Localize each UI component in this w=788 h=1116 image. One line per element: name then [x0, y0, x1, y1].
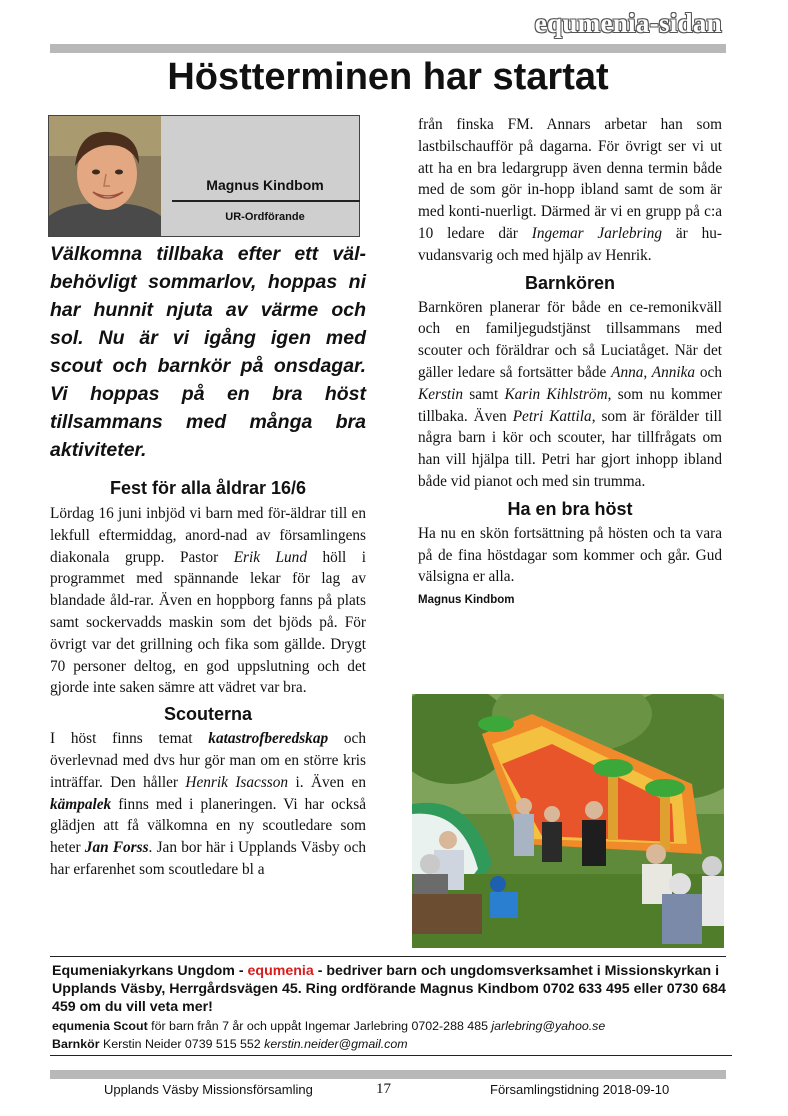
profile-name: Magnus Kindbom	[206, 177, 324, 193]
kor-name-4: Petri Kattila	[512, 407, 592, 425]
footer-org: Equmeniakyrkans Ungdom -	[52, 963, 248, 979]
scout-leader-3: Ingemar Jarlebring	[531, 224, 663, 242]
right-column	[418, 114, 722, 606]
page-title: Höstterminen har startat	[167, 56, 609, 98]
footer-brand: equmenia	[247, 963, 314, 979]
host-paragraph: Ha nu en skön fortsättning på hösten och ta vara på de fina höstdagar som kommer och går. Gud välsigna er alla.	[418, 524, 722, 586]
footer-kor	[52, 1035, 732, 1053]
scout-cont-2: är hu-vudansvarig och med hjälp av Henrik.	[418, 224, 722, 264]
scout-cont-1: från finska FM. Annars arbetar han som lastbilschaufför på dagarna. För övrigt ser vi ut att ha en bra ledargrupp även denna termin både med de som gör in-hopp ibland samt de som är med konti-nuerligt. Därmed är vi en grupp på c:a 10 ledare där	[418, 116, 722, 242]
kor-name-1: Anna, Annika	[611, 363, 696, 381]
footer-scout-email[interactable]: jarlebring@yahoo.se	[491, 1019, 606, 1033]
scouterna-heading: Scouterna	[163, 704, 253, 725]
fest-text-2: höll i programmet med spännande lekar för lag av blandade åld-rar. Även en hoppborg fanns på plats samt sockervadds maskin som det bjöds på. För övrigt var det grillning och fika som gällde. Drygt 70 personer deltog, en god uppslutning och det gjorde inte saken sämre att vädret var bra.	[50, 548, 366, 697]
fest-paragraph	[50, 503, 366, 699]
footer-scout	[52, 1017, 732, 1035]
footer-top-rule	[50, 956, 726, 957]
footer-kor-text: Kerstin Neider 0739 515 552	[99, 1037, 265, 1051]
footer-bottom-rule	[50, 1055, 732, 1056]
scout-text-2: och överlevnad med dvs hur gör man om en större kris inträffar. Den håller	[50, 730, 366, 791]
footer-issue: Församlingstidning 2018-09-10	[490, 1082, 670, 1097]
kor-text-3: samt	[463, 385, 505, 403]
scout-leader-2: Jan Forss	[84, 839, 149, 857]
scout-text-4: finns med i planeringen. Vi har också glädjen att få välkomna en ny scoutledare som heter	[50, 795, 366, 857]
page-number: 17	[376, 1081, 391, 1097]
fest-name-1: Erik Lund	[233, 548, 307, 566]
kor-text-2: och	[695, 363, 722, 381]
footer-desc: - bedriver barn och ungdomsverksamhet i Missionskyrkan i Upplands Väsby, Herrgårdsvägen 45. Ring ordförande Magnus Kindbom 0702 633 495 eller 0730 684 459 om du vill veta mer!	[52, 963, 726, 1015]
barnkoren-heading: Barnkören	[524, 272, 616, 293]
footer-scout-text: för barn från 7 år och uppåt Ingemar Jarlebring 0702-288 485	[147, 1019, 492, 1033]
kor-text-1: Barnkören planerar för både en ce-remonikväll och en familjegudstjänst tillsammans med scouter och föräldrar och så Luciatåget. När det gäller ledare så fortsätter både	[418, 298, 722, 381]
scout-theme-2: kämpalek	[50, 795, 112, 813]
fest-heading: Fest för alla åldrar 16/6	[109, 478, 307, 498]
kor-name-3: Karin Kihlström	[504, 385, 608, 403]
footer-scout-label: equmenia Scout	[52, 1019, 148, 1033]
bottom-rule	[50, 1070, 726, 1079]
section-title: equmenia-sidan	[534, 8, 722, 38]
scout-text-5: . Jan bor här i Upplands Väsby och har erfarenhet som scoutledare bl a	[50, 839, 367, 878]
scout-theme-1: katastrofberedskap	[208, 730, 329, 748]
footer-info	[52, 962, 732, 1053]
scout-leader-1: Henrik Isacsson	[185, 773, 289, 791]
footer-kor-email[interactable]: kerstin.neider@gmail.com	[264, 1037, 408, 1051]
scout-text-3: i. Även en	[288, 773, 366, 791]
bouncy-castle-photo	[412, 694, 724, 948]
profile-role: UR-Ordförande	[225, 211, 305, 223]
kor-text-4: , som nu kommer tillbaka. Även	[418, 385, 722, 425]
fest-text-1: Lördag 16 juni inbjöd vi barn med för-äldrar till en lekfull eftermiddag, anord-nad av församlingens diakonala grupp. Pastor	[50, 505, 366, 566]
scouterna-paragraph	[50, 728, 366, 881]
profile-divider	[172, 200, 360, 202]
footer-org-info	[52, 962, 732, 1016]
scouterna-continued	[418, 114, 722, 267]
host-heading: Ha en bra höst	[507, 498, 633, 519]
signature: Magnus Kindbom	[418, 594, 515, 607]
kor-name-2: Kerstin	[418, 385, 464, 403]
left-column	[50, 478, 366, 881]
barnkoren-paragraph	[418, 297, 722, 493]
scout-text-1: I höst finns temat	[50, 730, 209, 748]
portrait-photo	[49, 116, 161, 236]
top-rule	[50, 44, 726, 53]
footer-kor-label: Barnkör	[52, 1037, 100, 1051]
intro-text: Välkomna tillbaka efter ett väl-behövligt sommarlov, hoppas ni har hunnit njuta av värme och sol. Nu är vi igång igen med scout och barnkör på onsdagar. Vi hoppas på en bra höst tillsammans med många bra aktiviteter.	[50, 243, 366, 461]
footer-publisher: Upplands Väsby Missionsförsamling	[104, 1082, 313, 1097]
kor-text-5: , som är förälder till några barn i kör och scouter, har tillfrågats om han vill hjälpa till. Petri har gjort inhopp ibland både vid pianot och med sin trumma.	[418, 407, 722, 490]
